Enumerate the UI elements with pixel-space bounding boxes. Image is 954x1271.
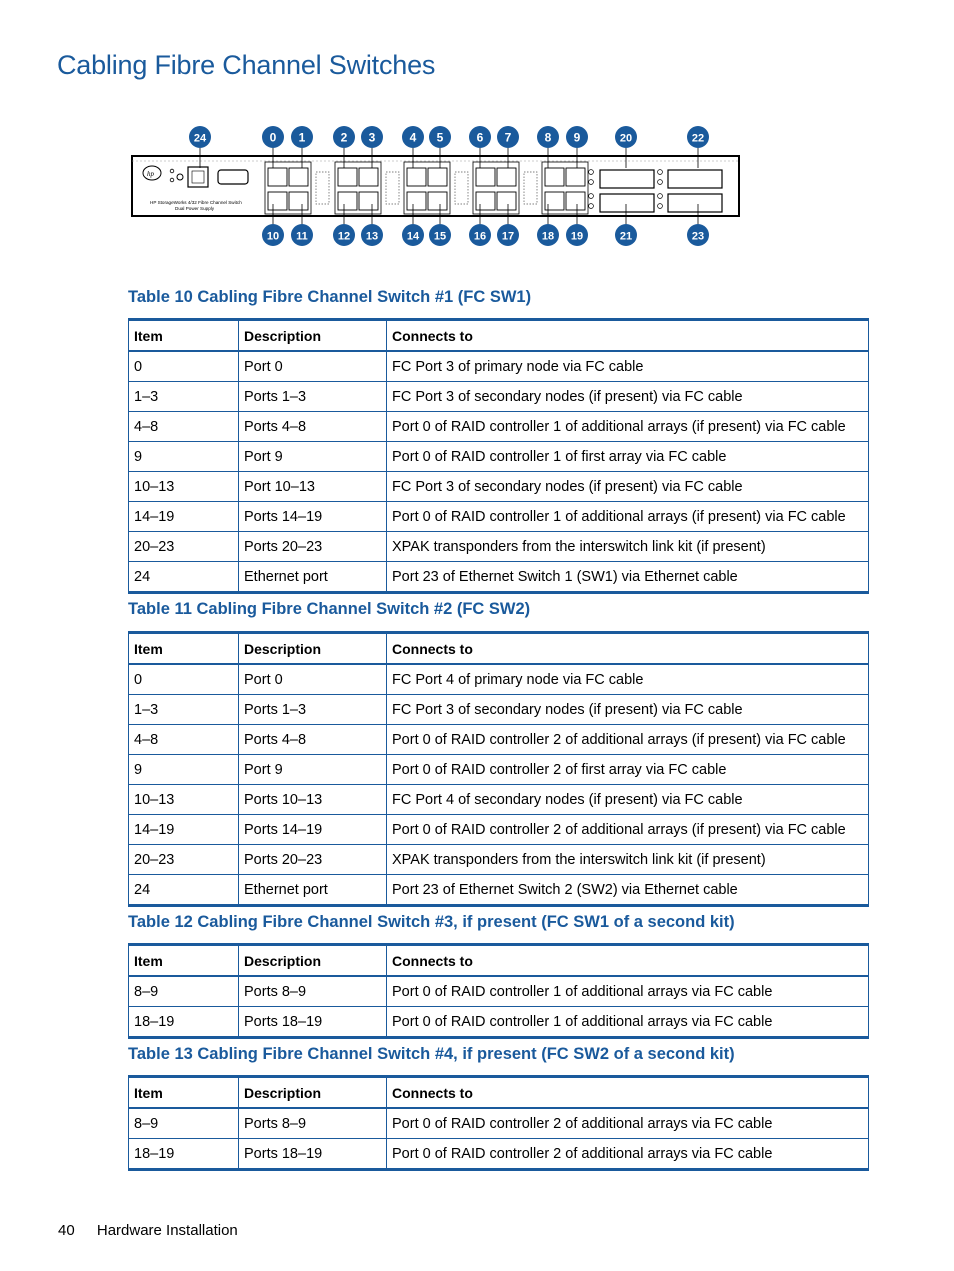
callout-label: 14	[406, 230, 420, 243]
table-row	[129, 815, 869, 845]
table-cell: Port 9	[239, 442, 387, 472]
table-row	[129, 382, 869, 412]
table-cell: Ports 18–19	[239, 1139, 387, 1170]
fc-port	[476, 192, 495, 210]
xpak-port	[600, 194, 654, 212]
table-10-caption: Table 10 Cabling Fibre Channel Switch #1 (FC SW1)	[128, 288, 532, 306]
table-row	[129, 845, 869, 875]
page-footer	[58, 1222, 238, 1239]
fc-switch-diagram	[130, 120, 742, 255]
table-11-caption: Table 11 Cabling Fibre Channel Switch #2 (FC SW2)	[128, 600, 531, 618]
table-cell: 1–3	[129, 695, 239, 725]
fc-port	[407, 168, 426, 186]
serial-port-icon	[218, 170, 248, 184]
table-cell: Ethernet port	[239, 875, 387, 906]
fc-port	[566, 168, 585, 186]
table-cell: Ethernet port	[239, 562, 387, 593]
column-header: Item	[129, 633, 239, 665]
table-cell: Ports 4–8	[239, 412, 387, 442]
callout-label: 12	[337, 230, 351, 243]
table-cell: Port 9	[239, 755, 387, 785]
callout-label: 21	[619, 230, 633, 243]
device-label: Dual Power Supply	[175, 206, 215, 211]
table-cell: Ports 8–9	[239, 1108, 387, 1139]
callout-label: 18	[541, 230, 555, 243]
table-cell: FC Port 3 of secondary nodes (if present) via FC cable	[387, 382, 869, 412]
fc-port	[428, 192, 447, 210]
footer-section: Hardware Installation	[96, 1222, 238, 1239]
table-row	[129, 532, 869, 562]
table-10	[128, 318, 869, 594]
table-cell: 9	[129, 442, 239, 472]
xpak-port	[668, 194, 722, 212]
column-header: Item	[129, 1077, 239, 1109]
table-cell: Port 23 of Ethernet Switch 1 (SW1) via Ethernet cable	[387, 562, 869, 593]
svg-text:hp: hp	[147, 170, 154, 178]
callout-label: 10	[266, 230, 280, 243]
table-row	[129, 472, 869, 502]
callout-label: 22	[691, 132, 705, 145]
callout-label: 9	[573, 130, 581, 145]
table-cell: Ports 4–8	[239, 725, 387, 755]
fc-port	[268, 168, 287, 186]
callout-label: 5	[436, 130, 444, 145]
table-cell: Port 0 of RAID controller 1 of additional arrays (if present) via FC cable	[387, 502, 869, 532]
table-cell: Port 0 of RAID controller 1 of additional arrays via FC cable	[387, 1007, 869, 1038]
table-cell: 18–19	[129, 1139, 239, 1170]
fc-port	[289, 168, 308, 186]
column-header: Connects to	[387, 945, 869, 977]
callout-label: 23	[691, 230, 705, 243]
table-row	[129, 695, 869, 725]
fc-port	[407, 192, 426, 210]
fc-port	[338, 192, 357, 210]
table-cell: Ports 8–9	[239, 976, 387, 1007]
table-cell: Port 0 of RAID controller 2 of first array via FC cable	[387, 755, 869, 785]
table-cell: FC Port 3 of secondary nodes (if present) via FC cable	[387, 695, 869, 725]
table-row	[129, 502, 869, 532]
table-cell: FC Port 3 of primary node via FC cable	[387, 351, 869, 382]
table-cell: Port 0 of RAID controller 1 of first array via FC cable	[387, 442, 869, 472]
table-cell: Port 0 of RAID controller 2 of additional arrays (if present) via FC cable	[387, 725, 869, 755]
table-cell: Ports 20–23	[239, 845, 387, 875]
table-cell: 14–19	[129, 815, 239, 845]
fc-port	[289, 192, 308, 210]
callout-label: 4	[409, 130, 417, 145]
fc-port	[338, 168, 357, 186]
table-cell: Port 0 of RAID controller 2 of additional arrays via FC cable	[387, 1108, 869, 1139]
page-number: 40	[58, 1222, 75, 1239]
fc-port	[428, 168, 447, 186]
table-cell: 4–8	[129, 412, 239, 442]
table-cell: 8–9	[129, 1108, 239, 1139]
table-cell: 24	[129, 875, 239, 906]
callout-label: 15	[433, 230, 447, 243]
column-header: Description	[239, 320, 387, 352]
callout-label: 20	[619, 132, 633, 145]
table-row	[129, 755, 869, 785]
table-12-caption: Table 12 Cabling Fibre Channel Switch #3, if present (FC SW1 of a second kit)	[128, 913, 735, 931]
table-cell: Ports 1–3	[239, 382, 387, 412]
table-cell: Port 0	[239, 664, 387, 695]
column-header: Item	[129, 945, 239, 977]
page-title: Cabling Fibre Channel Switches	[57, 50, 436, 80]
table-cell: 10–13	[129, 472, 239, 502]
table-header-row	[129, 320, 869, 352]
table-cell: 18–19	[129, 1007, 239, 1038]
table-cell: Ports 18–19	[239, 1007, 387, 1038]
column-header: Connects to	[387, 320, 869, 352]
table-cell: Port 0 of RAID controller 2 of additional arrays (if present) via FC cable	[387, 815, 869, 845]
callout-label: 1	[298, 130, 306, 145]
table-cell: 4–8	[129, 725, 239, 755]
table-cell: Port 0 of RAID controller 2 of additional arrays via FC cable	[387, 1139, 869, 1170]
table-cell: 14–19	[129, 502, 239, 532]
table-cell: Port 23 of Ethernet Switch 2 (SW2) via Ethernet cable	[387, 875, 869, 906]
table-cell: 9	[129, 755, 239, 785]
table-12	[128, 943, 869, 1039]
column-header: Description	[239, 633, 387, 665]
table-row	[129, 562, 869, 593]
table-row	[129, 1007, 869, 1038]
callout-label: 2	[340, 130, 348, 145]
fc-port	[497, 168, 516, 186]
table-row	[129, 976, 869, 1007]
table-cell: 8–9	[129, 976, 239, 1007]
table-cell: Ports 14–19	[239, 502, 387, 532]
callout-label: 11	[296, 230, 308, 243]
callout-label: 17	[501, 230, 515, 243]
column-header: Connects to	[387, 1077, 869, 1109]
table-header-row	[129, 633, 869, 665]
table-row	[129, 875, 869, 906]
table-cell: Ports 14–19	[239, 815, 387, 845]
table-cell: XPAK transponders from the interswitch link kit (if present)	[387, 845, 869, 875]
table-13-caption: Table 13 Cabling Fibre Channel Switch #4, if present (FC SW2 of a second kit)	[128, 1045, 735, 1063]
callout-label: 0	[269, 130, 277, 145]
table-cell: Port 0 of RAID controller 1 of additional arrays via FC cable	[387, 976, 869, 1007]
table-cell: 10–13	[129, 785, 239, 815]
table-cell: XPAK transponders from the interswitch link kit (if present)	[387, 532, 869, 562]
column-header: Description	[239, 1077, 387, 1109]
column-header: Connects to	[387, 633, 869, 665]
table-cell: 24	[129, 562, 239, 593]
column-header: Item	[129, 320, 239, 352]
callout-label: 8	[544, 130, 552, 145]
table-row	[129, 785, 869, 815]
xpak-port	[668, 170, 722, 188]
fc-port	[566, 192, 585, 210]
table-row	[129, 442, 869, 472]
table-cell: Ports 20–23	[239, 532, 387, 562]
fc-port	[359, 192, 378, 210]
table-row	[129, 1139, 869, 1170]
fc-port	[359, 168, 378, 186]
xpak-port	[600, 170, 654, 188]
table-cell: FC Port 3 of secondary nodes (if present) via FC cable	[387, 472, 869, 502]
column-header: Description	[239, 945, 387, 977]
table-cell: Port 10–13	[239, 472, 387, 502]
table-row	[129, 351, 869, 382]
table-cell: Ports 10–13	[239, 785, 387, 815]
callout-label: 24	[193, 132, 207, 145]
table-cell: 1–3	[129, 382, 239, 412]
table-cell: Port 0	[239, 351, 387, 382]
table-header-row	[129, 1077, 869, 1109]
ethernet-port-icon	[188, 167, 208, 187]
table-cell: 20–23	[129, 845, 239, 875]
table-cell: Ports 1–3	[239, 695, 387, 725]
fc-port	[268, 192, 287, 210]
fc-port	[476, 168, 495, 186]
table-cell: 0	[129, 664, 239, 695]
table-row	[129, 1108, 869, 1139]
table-row	[129, 725, 869, 755]
fc-port	[497, 192, 516, 210]
device-label: HP StorageWorks 4/32 Fibre Channel Switch	[150, 200, 242, 205]
callout-label: 19	[570, 230, 584, 243]
callout-label: 6	[476, 130, 484, 145]
table-row	[129, 664, 869, 695]
table-row	[129, 412, 869, 442]
table-cell: 0	[129, 351, 239, 382]
table-11	[128, 631, 869, 907]
table-header-row	[129, 945, 869, 977]
table-13	[128, 1075, 869, 1171]
callout-label: 16	[473, 230, 487, 243]
table-cell: Port 0 of RAID controller 1 of additional arrays (if present) via FC cable	[387, 412, 869, 442]
callout-label: 7	[504, 130, 512, 145]
callout-label: 13	[365, 230, 379, 243]
table-cell: FC Port 4 of secondary nodes (if present) via FC cable	[387, 785, 869, 815]
table-cell: FC Port 4 of primary node via FC cable	[387, 664, 869, 695]
fc-port	[545, 168, 564, 186]
callout-label: 3	[368, 130, 376, 145]
table-cell: 20–23	[129, 532, 239, 562]
